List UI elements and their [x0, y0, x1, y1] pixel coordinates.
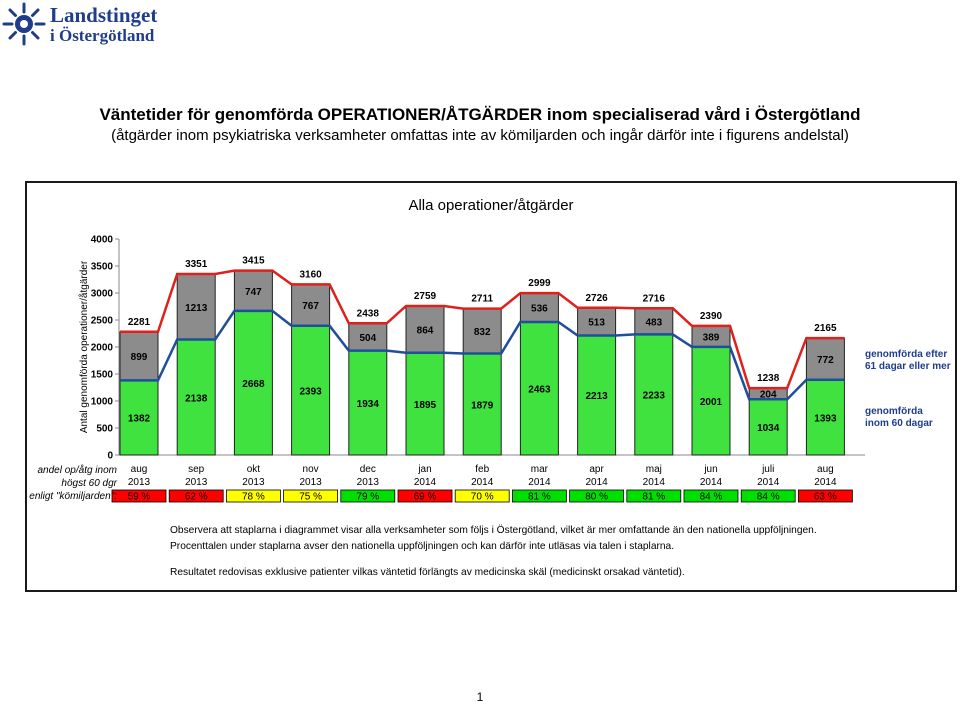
value-label-after-61-days: 767 — [302, 301, 319, 313]
y-tick-label: 4000 — [90, 234, 113, 246]
x-label-month: jun — [704, 464, 718, 475]
share-value: 69 % — [413, 491, 437, 503]
logo-line2: i Östergötland — [50, 26, 155, 45]
value-label-within-60-days: 1879 — [471, 400, 494, 412]
x-label-month: nov — [302, 464, 319, 475]
y-tick-label: 2500 — [90, 315, 113, 327]
value-label-after-61-days: 772 — [817, 354, 834, 366]
x-label-month: dec — [359, 464, 376, 475]
y-tick-label: 500 — [96, 423, 113, 435]
value-label-after-61-days: 832 — [473, 327, 491, 339]
note-line-1: Observera att staplarna i diagrammet visar alla verksamheter som följs i Östergötland, vilket är mer omfattande än den nationella uppföljningen. — [170, 525, 817, 536]
total-label: 3351 — [185, 259, 208, 271]
value-label-within-60-days: 1034 — [757, 423, 780, 435]
share-value: 63 % — [814, 491, 837, 503]
x-label-month: sep — [188, 464, 205, 475]
share-value: 59 % — [127, 491, 151, 503]
page-subtitle: (åtgärder inom psykiatriska verksamheter omfattas inte av kömiljarden och ingår därför inte i figurens andelstal) — [111, 127, 849, 144]
x-label-year: 2014 — [757, 477, 780, 488]
legend-label: inom 60 dagar — [865, 418, 933, 429]
x-label-year: 2013 — [299, 477, 322, 488]
value-label-after-61-days: 204 — [759, 389, 777, 401]
chart-notes — [170, 523, 930, 581]
value-label-after-61-days: 747 — [245, 286, 262, 298]
total-label: 2759 — [413, 291, 437, 303]
value-label-after-61-days: 483 — [645, 317, 663, 329]
value-label-after-61-days: 1213 — [185, 302, 208, 314]
share-value: 70 % — [470, 491, 494, 503]
x-label-month: mar — [530, 464, 549, 475]
x-label-year: 2013 — [356, 477, 379, 488]
value-label-within-60-days: 2213 — [585, 391, 608, 403]
value-label-within-60-days: 2463 — [528, 384, 551, 396]
x-label-month: juli — [762, 464, 775, 475]
value-label-within-60-days: 2138 — [185, 393, 208, 405]
x-label-year: 2013 — [185, 477, 208, 488]
x-label-month: aug — [130, 464, 148, 475]
share-value: 84 % — [699, 491, 723, 503]
x-label-year: 2014 — [642, 477, 665, 488]
x-label-year: 2014 — [471, 477, 494, 488]
total-label: 1238 — [757, 373, 780, 385]
share-value: 79 % — [356, 491, 380, 503]
logo-line1: Landstinget — [50, 3, 158, 27]
page-title: Väntetider för genomförda OPERATIONER/ÅTGÄRDER inom specialiserad vård i Östergötland — [99, 105, 861, 124]
x-label-year: 2014 — [814, 477, 837, 488]
value-label-after-61-days: 513 — [588, 317, 605, 329]
value-label-within-60-days: 2668 — [242, 378, 265, 390]
x-label-year: 2013 — [242, 477, 265, 488]
value-label-after-61-days: 504 — [359, 332, 377, 344]
y-tick-label: 3500 — [90, 261, 113, 273]
value-label-within-60-days: 1382 — [127, 413, 151, 425]
total-label: 2390 — [699, 310, 723, 322]
chart-title: Alla operationer/åtgärder — [408, 197, 574, 214]
share-value: 81 % — [642, 491, 666, 503]
x-label-month: feb — [475, 464, 490, 475]
total-label: 2726 — [585, 292, 608, 304]
total-label: 2716 — [642, 293, 665, 305]
value-label-within-60-days: 1393 — [814, 413, 837, 425]
share-row-label: enligt "kömiljarden": — [29, 491, 117, 502]
landstinget-logo — [2, 2, 192, 46]
total-label: 3415 — [242, 255, 265, 267]
total-label: 2999 — [528, 278, 551, 290]
share-value: 75 % — [299, 491, 322, 503]
share-value: 62 % — [184, 491, 208, 503]
x-label-month: aug — [817, 464, 834, 475]
value-label-after-61-days: 389 — [702, 332, 720, 344]
page-heading — [0, 104, 960, 146]
share-row-label: andel op/åtg inom — [37, 465, 117, 476]
note-line-2: Procenttalen under staplarna avser den nationella uppföljningen och kan därför inte utläsas via talen i staplarna. — [170, 541, 675, 552]
value-label-within-60-days: 1934 — [356, 398, 379, 410]
x-label-year: 2013 — [127, 477, 151, 488]
value-label-within-60-days: 2001 — [699, 396, 723, 408]
total-label: 2165 — [814, 323, 837, 335]
y-tick-label: 1000 — [90, 396, 113, 408]
value-label-within-60-days: 2393 — [299, 386, 322, 398]
legend-label: genomförda — [865, 406, 923, 417]
value-label-after-61-days: 899 — [130, 352, 148, 364]
page-number: 1 — [476, 690, 484, 704]
y-axis-label: Antal genomförda operationer/åtgärder — [79, 260, 90, 434]
share-value: 81 % — [528, 491, 551, 503]
x-label-month: apr — [589, 464, 604, 475]
y-tick-label: 2000 — [90, 342, 113, 354]
y-tick-label: 3000 — [90, 288, 113, 300]
legend-label: 61 dagar eller mer — [865, 361, 951, 372]
total-label: 3160 — [299, 269, 322, 281]
total-label: 2711 — [471, 293, 494, 305]
share-row-label: högst 60 dgr — [61, 478, 117, 489]
y-tick-label: 0 — [107, 450, 113, 462]
value-label-within-60-days: 1895 — [413, 399, 437, 411]
x-label-year: 2014 — [528, 477, 551, 488]
share-value: 84 % — [756, 491, 780, 503]
share-value: 78 % — [242, 491, 265, 503]
sun-emblem-icon — [4, 4, 44, 44]
value-label-after-61-days: 536 — [531, 303, 548, 315]
x-label-month: maj — [645, 464, 662, 475]
total-label: 2438 — [356, 308, 379, 320]
x-label-year: 2014 — [699, 477, 723, 488]
legend-label: genomförda efter — [865, 349, 948, 360]
x-label-year: 2014 — [585, 477, 608, 488]
total-label: 2281 — [127, 316, 151, 328]
x-label-month: jan — [418, 464, 432, 475]
y-tick-label: 1500 — [90, 369, 113, 381]
note-line-3: Resultatet redovisas exklusive patienter vilkas väntetid förlängts av medicinska skäl (medicinskt orsakad väntetid). — [170, 567, 685, 578]
share-value: 80 % — [585, 491, 608, 503]
x-label-month: okt — [246, 464, 261, 475]
value-label-after-61-days: 864 — [416, 325, 434, 337]
value-label-within-60-days: 2233 — [642, 390, 665, 402]
x-label-year: 2014 — [413, 477, 437, 488]
